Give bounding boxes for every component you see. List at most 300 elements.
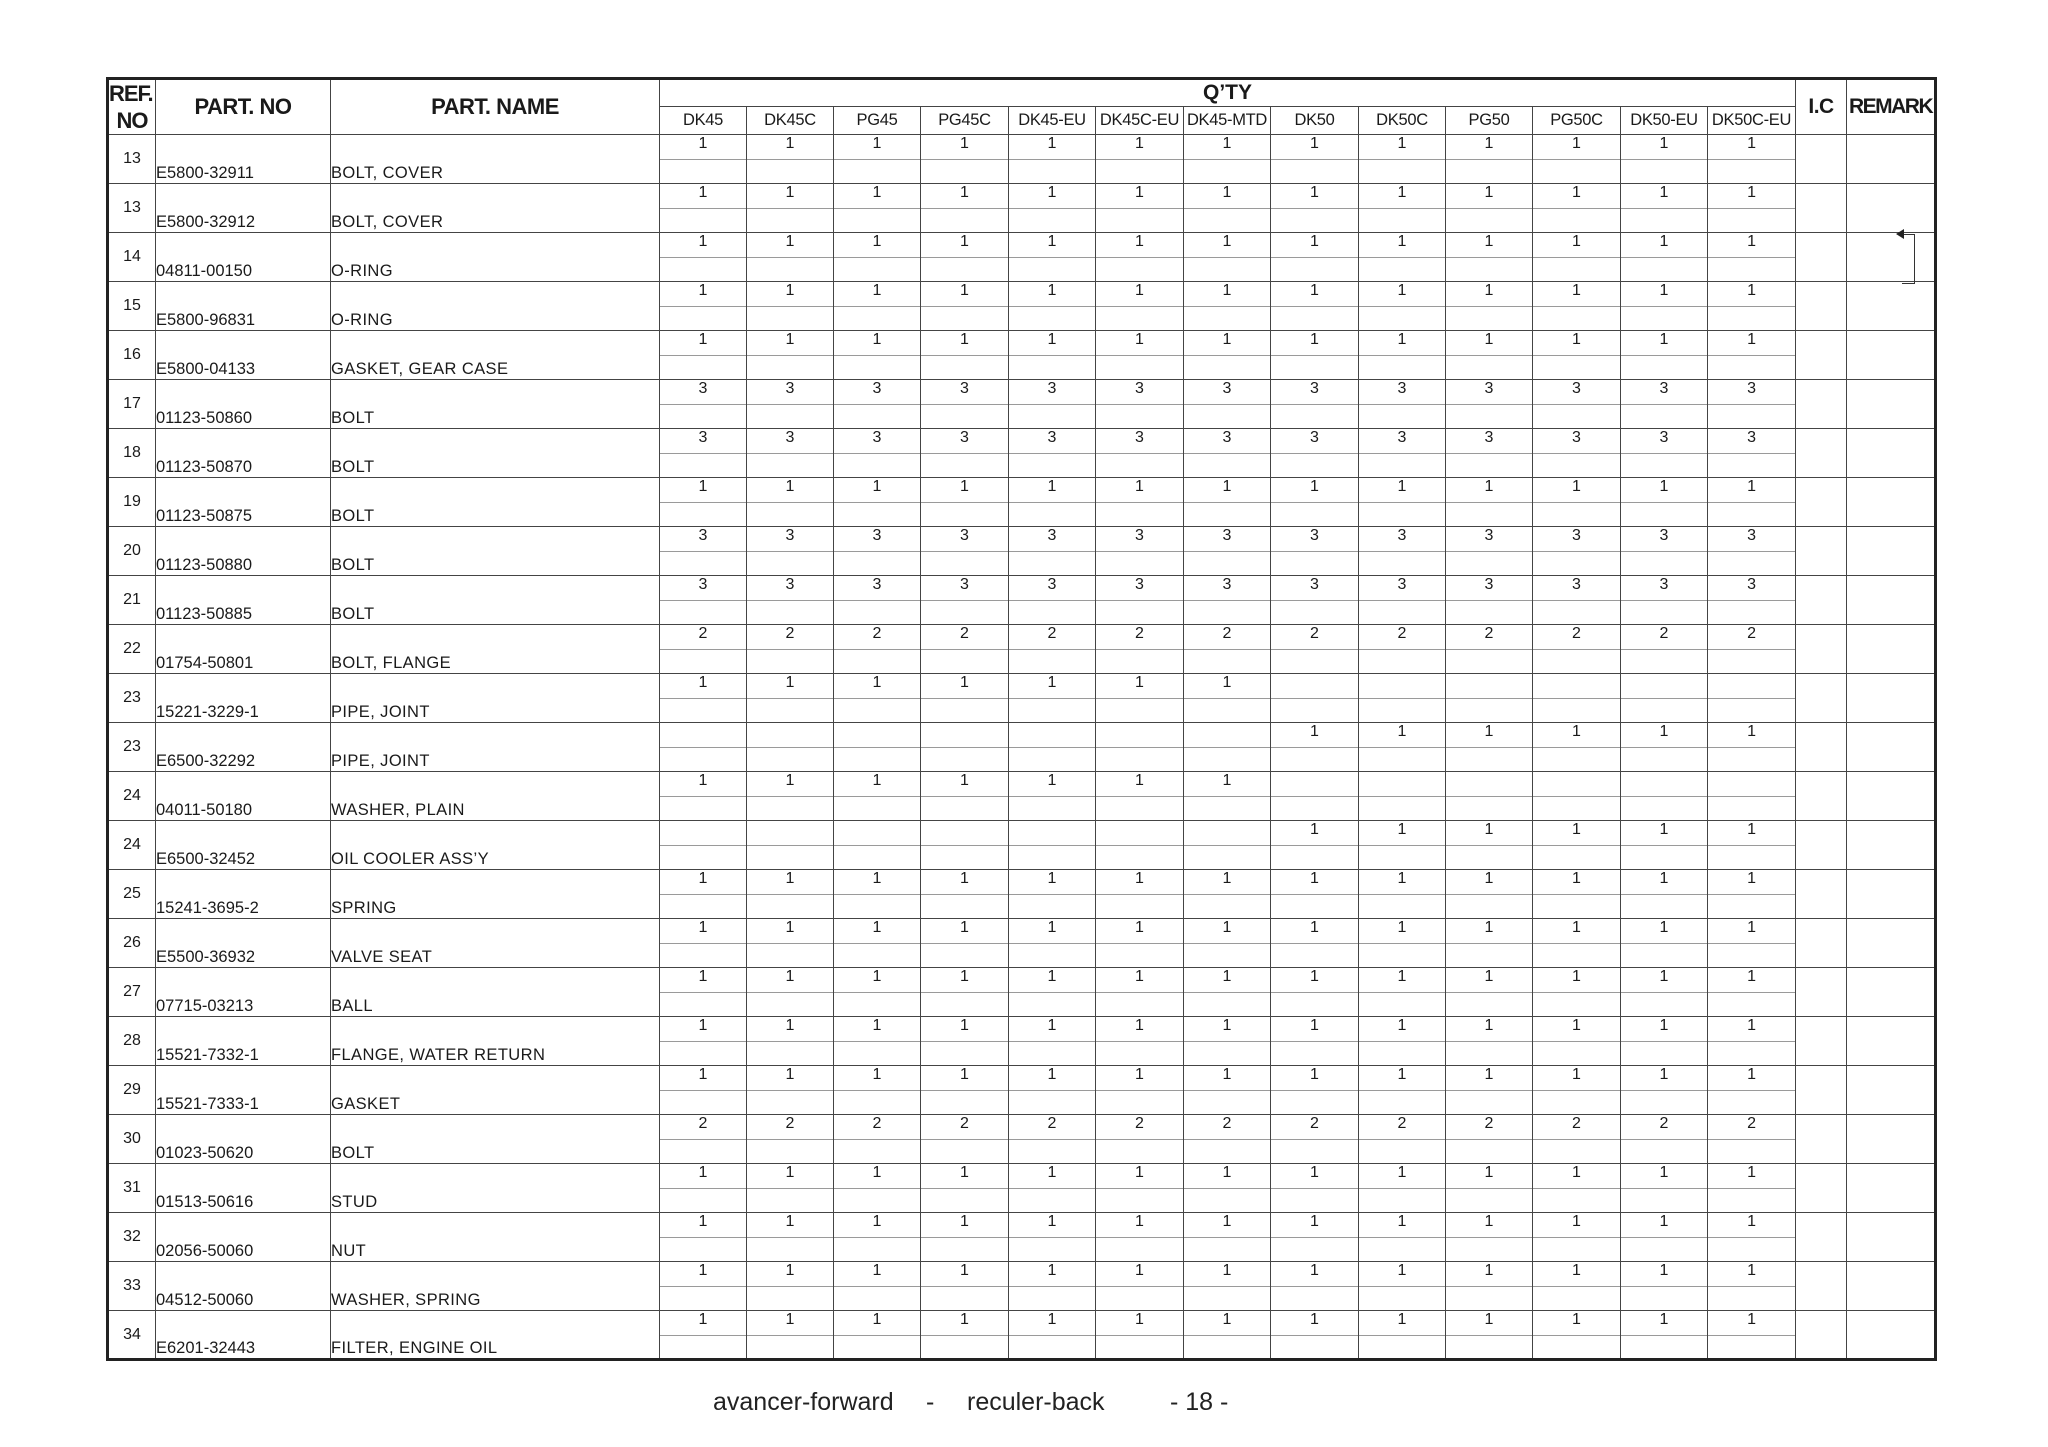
qty-cell: 1 xyxy=(1359,1066,1446,1115)
part-no-cell: E6500-32452 xyxy=(156,821,331,870)
qty-cell: 1 xyxy=(1621,821,1708,870)
qty-cell: 1 xyxy=(834,919,921,968)
qty-cell: 1 xyxy=(1621,1311,1708,1360)
qty-cell: 1 xyxy=(1359,1164,1446,1213)
remark-cell xyxy=(1847,1262,1936,1311)
qty-cell: 1 xyxy=(660,870,747,919)
model-header: DK45-EU xyxy=(1009,107,1096,135)
ic-cell xyxy=(1796,1262,1847,1311)
remark-cell xyxy=(1847,576,1936,625)
ic-cell xyxy=(1796,1066,1847,1115)
ic-cell xyxy=(1796,478,1847,527)
qty-cell xyxy=(1621,772,1708,821)
qty-cell: 1 xyxy=(1359,282,1446,331)
part-no-cell: 01123-50885 xyxy=(156,576,331,625)
remark-cell xyxy=(1847,772,1936,821)
ic-cell xyxy=(1796,380,1847,429)
qty-cell: 1 xyxy=(1096,184,1184,233)
qty-cell: 3 xyxy=(921,527,1009,576)
qty-cell: 2 xyxy=(834,1115,921,1164)
qty-cell: 1 xyxy=(660,772,747,821)
ic-cell xyxy=(1796,821,1847,870)
model-header: DK45C-EU xyxy=(1096,107,1184,135)
qty-cell: 1 xyxy=(1446,1066,1533,1115)
qty-cell: 1 xyxy=(1359,723,1446,772)
qty-cell: 2 xyxy=(1446,625,1533,674)
qty-cell: 1 xyxy=(1446,331,1533,380)
qty-cell: 1 xyxy=(1708,1213,1796,1262)
part-no-cell: 04512-50060 xyxy=(156,1262,331,1311)
ic-cell xyxy=(1796,527,1847,576)
qty-cell: 1 xyxy=(834,478,921,527)
qty-cell xyxy=(834,821,921,870)
qty-cell: 3 xyxy=(1271,527,1359,576)
qty-cell: 1 xyxy=(747,135,834,184)
qty-cell: 1 xyxy=(1533,282,1621,331)
qty-cell: 1 xyxy=(660,1017,747,1066)
qty-cell: 1 xyxy=(1009,870,1096,919)
qty-cell xyxy=(660,821,747,870)
qty-cell: 1 xyxy=(660,968,747,1017)
qty-cell: 3 xyxy=(1096,429,1184,478)
qty-cell xyxy=(1446,772,1533,821)
qty-cell: 2 xyxy=(1009,1115,1096,1164)
qty-cell xyxy=(747,723,834,772)
qty-cell: 1 xyxy=(1446,1262,1533,1311)
qty-cell: 1 xyxy=(660,1213,747,1262)
qty-cell: 3 xyxy=(1359,527,1446,576)
ref-cell: 18 xyxy=(108,429,156,478)
qty-cell: 1 xyxy=(1184,135,1271,184)
qty-cell: 1 xyxy=(1271,478,1359,527)
qty-cell: 2 xyxy=(834,625,921,674)
qty-cell: 1 xyxy=(660,1262,747,1311)
qty-cell xyxy=(921,821,1009,870)
qty-cell: 1 xyxy=(1446,821,1533,870)
qty-cell: 2 xyxy=(1184,1115,1271,1164)
qty-header: Q’TY xyxy=(660,79,1796,107)
ref-cell: 23 xyxy=(108,674,156,723)
qty-cell: 1 xyxy=(834,1066,921,1115)
qty-cell: 2 xyxy=(1009,625,1096,674)
qty-cell: 3 xyxy=(1184,527,1271,576)
qty-cell: 2 xyxy=(1096,1115,1184,1164)
qty-cell: 1 xyxy=(660,674,747,723)
table-row xyxy=(108,1115,1936,1164)
qty-cell: 1 xyxy=(1009,282,1096,331)
qty-cell: 1 xyxy=(921,772,1009,821)
ref-cell: 16 xyxy=(108,331,156,380)
ref-cell: 25 xyxy=(108,870,156,919)
ref-cell: 26 xyxy=(108,919,156,968)
qty-cell: 2 xyxy=(1359,625,1446,674)
qty-cell: 1 xyxy=(1184,331,1271,380)
part-no-cell: 01123-50870 xyxy=(156,429,331,478)
ic-cell xyxy=(1796,1213,1847,1262)
remark-cell xyxy=(1847,821,1936,870)
model-header: DK50C-EU xyxy=(1708,107,1796,135)
qty-cell: 1 xyxy=(1708,1262,1796,1311)
model-header: DK50 xyxy=(1271,107,1359,135)
table-row xyxy=(108,919,1936,968)
qty-cell: 3 xyxy=(1446,527,1533,576)
qty-cell: 1 xyxy=(1271,1017,1359,1066)
qty-cell: 3 xyxy=(1359,576,1446,625)
part-no-cell: 15221-3229-1 xyxy=(156,674,331,723)
qty-cell: 1 xyxy=(660,331,747,380)
ref-cell: 21 xyxy=(108,576,156,625)
qty-cell: 1 xyxy=(834,772,921,821)
ic-cell xyxy=(1796,576,1847,625)
qty-cell: 1 xyxy=(1271,1066,1359,1115)
qty-cell xyxy=(834,723,921,772)
qty-cell: 1 xyxy=(747,772,834,821)
qty-cell: 1 xyxy=(1271,1262,1359,1311)
qty-cell: 1 xyxy=(1621,723,1708,772)
qty-cell: 2 xyxy=(1359,1115,1446,1164)
qty-cell: 1 xyxy=(1184,1213,1271,1262)
qty-cell: 3 xyxy=(1446,576,1533,625)
qty-cell xyxy=(1708,674,1796,723)
qty-cell: 1 xyxy=(1621,870,1708,919)
ref-cell: 22 xyxy=(108,625,156,674)
qty-cell xyxy=(1621,674,1708,723)
part-no-cell: 01023-50620 xyxy=(156,1115,331,1164)
qty-cell: 1 xyxy=(660,184,747,233)
qty-cell xyxy=(1096,821,1184,870)
part-name-cell: NUT xyxy=(331,1213,660,1262)
table-row xyxy=(108,1017,1936,1066)
part-name-cell: WASHER, PLAIN xyxy=(331,772,660,821)
qty-cell: 1 xyxy=(1533,1066,1621,1115)
qty-cell: 1 xyxy=(1009,919,1096,968)
qty-cell: 1 xyxy=(1621,1262,1708,1311)
qty-cell: 3 xyxy=(921,576,1009,625)
ic-header: I.C xyxy=(1796,79,1847,135)
qty-cell: 1 xyxy=(834,1017,921,1066)
part-no-cell: 15521-7333-1 xyxy=(156,1066,331,1115)
qty-cell: 1 xyxy=(834,1213,921,1262)
qty-cell: 1 xyxy=(1271,1311,1359,1360)
qty-cell: 1 xyxy=(834,135,921,184)
qty-cell: 1 xyxy=(921,919,1009,968)
qty-cell: 2 xyxy=(660,625,747,674)
qty-cell: 1 xyxy=(1708,331,1796,380)
ic-cell xyxy=(1796,1164,1847,1213)
qty-cell: 2 xyxy=(921,1115,1009,1164)
qty-cell: 1 xyxy=(1708,1311,1796,1360)
qty-cell: 2 xyxy=(1446,1115,1533,1164)
qty-cell: 3 xyxy=(1271,380,1359,429)
qty-cell: 3 xyxy=(834,380,921,429)
ref-cell: 14 xyxy=(108,233,156,282)
qty-cell: 1 xyxy=(747,478,834,527)
table-row xyxy=(108,1066,1936,1115)
qty-cell: 1 xyxy=(834,282,921,331)
part-no-cell: E6500-32292 xyxy=(156,723,331,772)
part-no-cell: E5500-36932 xyxy=(156,919,331,968)
qty-cell: 1 xyxy=(1359,821,1446,870)
part-name-cell: BALL xyxy=(331,968,660,1017)
part-no-cell: 07715-03213 xyxy=(156,968,331,1017)
ref-cell: 24 xyxy=(108,821,156,870)
ref-cell: 29 xyxy=(108,1066,156,1115)
ic-cell xyxy=(1796,772,1847,821)
qty-cell: 1 xyxy=(1621,1066,1708,1115)
qty-cell: 1 xyxy=(1096,331,1184,380)
qty-cell: 1 xyxy=(1184,1017,1271,1066)
qty-cell: 1 xyxy=(921,1213,1009,1262)
ref-no-header xyxy=(108,79,156,135)
qty-cell: 1 xyxy=(921,1066,1009,1115)
remark-cell xyxy=(1847,1066,1936,1115)
qty-cell: 3 xyxy=(747,380,834,429)
part-no-cell: E5800-32911 xyxy=(156,135,331,184)
part-no-cell: E5800-32912 xyxy=(156,184,331,233)
qty-cell: 3 xyxy=(1621,527,1708,576)
ic-cell xyxy=(1796,1311,1847,1360)
table-row xyxy=(108,1213,1936,1262)
qty-cell: 3 xyxy=(1009,429,1096,478)
remark-cell xyxy=(1847,233,1936,282)
qty-cell: 1 xyxy=(1096,772,1184,821)
remark-cell xyxy=(1847,919,1936,968)
qty-cell: 3 xyxy=(1533,380,1621,429)
ic-cell xyxy=(1796,429,1847,478)
footer-forward: avancer-forward xyxy=(713,1388,894,1416)
qty-cell: 3 xyxy=(1708,576,1796,625)
remark-cell xyxy=(1847,1311,1936,1360)
qty-cell: 1 xyxy=(1359,1262,1446,1311)
qty-cell: 1 xyxy=(1096,919,1184,968)
part-name-cell: FILTER, ENGINE OIL xyxy=(331,1311,660,1360)
qty-cell: 1 xyxy=(834,1164,921,1213)
remark-cell xyxy=(1847,625,1936,674)
qty-cell: 1 xyxy=(1359,870,1446,919)
qty-cell: 1 xyxy=(1446,870,1533,919)
table-row xyxy=(108,968,1936,1017)
qty-cell: 1 xyxy=(1096,1164,1184,1213)
qty-cell: 1 xyxy=(1096,1213,1184,1262)
qty-cell: 1 xyxy=(1446,1164,1533,1213)
qty-cell: 1 xyxy=(1359,919,1446,968)
ic-cell xyxy=(1796,1115,1847,1164)
qty-cell xyxy=(1359,772,1446,821)
qty-cell: 1 xyxy=(1708,233,1796,282)
qty-cell: 1 xyxy=(1533,1262,1621,1311)
qty-cell: 1 xyxy=(834,674,921,723)
qty-cell: 1 xyxy=(747,919,834,968)
part-name-cell: OIL COOLER ASS’Y xyxy=(331,821,660,870)
qty-cell: 1 xyxy=(921,674,1009,723)
qty-cell: 1 xyxy=(1359,331,1446,380)
ref-cell: 30 xyxy=(108,1115,156,1164)
qty-cell: 1 xyxy=(1446,135,1533,184)
qty-cell: 1 xyxy=(747,1262,834,1311)
qty-cell: 1 xyxy=(1271,331,1359,380)
qty-cell xyxy=(1359,674,1446,723)
qty-cell xyxy=(921,723,1009,772)
qty-cell: 3 xyxy=(921,429,1009,478)
ref-cell: 34 xyxy=(108,1311,156,1360)
qty-cell: 1 xyxy=(660,135,747,184)
qty-cell: 1 xyxy=(1271,968,1359,1017)
qty-cell: 1 xyxy=(1009,1213,1096,1262)
qty-cell: 1 xyxy=(1096,135,1184,184)
remark-cell xyxy=(1847,1213,1936,1262)
qty-cell: 1 xyxy=(834,184,921,233)
qty-cell: 1 xyxy=(747,1066,834,1115)
part-no-cell: 02056-50060 xyxy=(156,1213,331,1262)
qty-cell: 3 xyxy=(1533,527,1621,576)
qty-cell: 1 xyxy=(921,968,1009,1017)
part-name-cell: PIPE, JOINT xyxy=(331,674,660,723)
qty-cell: 1 xyxy=(1009,1262,1096,1311)
qty-cell: 3 xyxy=(1708,380,1796,429)
qty-cell: 1 xyxy=(1708,282,1796,331)
qty-cell: 1 xyxy=(1271,184,1359,233)
table-row xyxy=(108,184,1936,233)
qty-cell xyxy=(1533,674,1621,723)
ic-cell xyxy=(1796,870,1847,919)
remark-cell xyxy=(1847,282,1936,331)
remark-cell xyxy=(1847,968,1936,1017)
qty-cell: 1 xyxy=(1009,1017,1096,1066)
table-row xyxy=(108,135,1936,184)
qty-cell: 1 xyxy=(1533,135,1621,184)
qty-cell: 1 xyxy=(834,968,921,1017)
qty-cell: 1 xyxy=(1533,968,1621,1017)
qty-cell: 1 xyxy=(1271,723,1359,772)
qty-cell: 1 xyxy=(660,1311,747,1360)
table-row xyxy=(108,772,1936,821)
qty-cell: 1 xyxy=(1184,233,1271,282)
qty-cell xyxy=(1271,772,1359,821)
qty-cell: 1 xyxy=(1096,870,1184,919)
qty-cell: 3 xyxy=(747,576,834,625)
qty-cell: 3 xyxy=(1708,527,1796,576)
qty-cell: 1 xyxy=(1359,968,1446,1017)
qty-cell: 3 xyxy=(1621,576,1708,625)
qty-cell: 1 xyxy=(1533,184,1621,233)
model-header: DK45-MTD xyxy=(1184,107,1271,135)
qty-cell: 1 xyxy=(1009,1066,1096,1115)
part-name-cell: PIPE, JOINT xyxy=(331,723,660,772)
qty-cell: 2 xyxy=(1708,1115,1796,1164)
qty-cell: 3 xyxy=(1708,429,1796,478)
qty-cell: 1 xyxy=(1621,478,1708,527)
qty-cell: 1 xyxy=(1446,478,1533,527)
qty-cell: 1 xyxy=(921,1017,1009,1066)
qty-cell: 1 xyxy=(921,135,1009,184)
qty-cell: 2 xyxy=(921,625,1009,674)
qty-cell: 1 xyxy=(1533,723,1621,772)
qty-cell: 1 xyxy=(1359,184,1446,233)
qty-cell xyxy=(1708,772,1796,821)
qty-cell: 1 xyxy=(660,478,747,527)
qty-cell: 1 xyxy=(1533,1311,1621,1360)
qty-cell xyxy=(1271,674,1359,723)
qty-cell: 1 xyxy=(660,233,747,282)
qty-cell: 1 xyxy=(1533,233,1621,282)
part-no-cell: 01123-50860 xyxy=(156,380,331,429)
parts-sheet xyxy=(106,77,1934,1357)
table-row xyxy=(108,429,1936,478)
qty-cell: 2 xyxy=(1533,625,1621,674)
model-header: DK45C xyxy=(747,107,834,135)
part-no-cell: 04011-50180 xyxy=(156,772,331,821)
qty-cell: 3 xyxy=(834,527,921,576)
qty-cell: 1 xyxy=(1359,478,1446,527)
qty-cell: 1 xyxy=(1359,135,1446,184)
ref-cell: 17 xyxy=(108,380,156,429)
part-name-cell: FLANGE, WATER RETURN xyxy=(331,1017,660,1066)
part-name-cell: BOLT xyxy=(331,478,660,527)
qty-cell: 1 xyxy=(747,1017,834,1066)
qty-cell: 1 xyxy=(747,184,834,233)
table-row xyxy=(108,331,1936,380)
qty-cell: 1 xyxy=(834,870,921,919)
part-no-cell: 01123-50875 xyxy=(156,478,331,527)
qty-cell: 3 xyxy=(921,380,1009,429)
qty-cell: 1 xyxy=(747,331,834,380)
remark-cell xyxy=(1847,527,1936,576)
qty-cell: 3 xyxy=(660,429,747,478)
ref-cell: 15 xyxy=(108,282,156,331)
qty-cell: 3 xyxy=(1096,380,1184,429)
qty-cell: 1 xyxy=(1009,1311,1096,1360)
remark-cell xyxy=(1847,478,1936,527)
qty-cell: 1 xyxy=(921,331,1009,380)
qty-cell: 1 xyxy=(1708,1164,1796,1213)
table-row xyxy=(108,1262,1936,1311)
qty-cell: 1 xyxy=(1708,1017,1796,1066)
qty-cell: 2 xyxy=(660,1115,747,1164)
part-name-cell: BOLT, COVER xyxy=(331,184,660,233)
qty-cell: 3 xyxy=(1184,576,1271,625)
qty-cell: 3 xyxy=(1533,576,1621,625)
qty-cell: 1 xyxy=(834,1262,921,1311)
qty-cell: 3 xyxy=(1009,380,1096,429)
parts-table xyxy=(106,77,1937,1361)
qty-cell: 1 xyxy=(1708,478,1796,527)
part-name-cell: GASKET, GEAR CASE xyxy=(331,331,660,380)
qty-cell: 1 xyxy=(1446,1017,1533,1066)
remark-cell xyxy=(1847,1164,1936,1213)
qty-cell: 1 xyxy=(1621,233,1708,282)
model-header: DK50C xyxy=(1359,107,1446,135)
qty-cell: 2 xyxy=(1621,1115,1708,1164)
part-name-cell: BOLT xyxy=(331,1115,660,1164)
part-name-cell: STUD xyxy=(331,1164,660,1213)
qty-cell: 3 xyxy=(1096,576,1184,625)
qty-cell: 1 xyxy=(1096,1262,1184,1311)
qty-cell: 1 xyxy=(747,233,834,282)
qty-cell: 1 xyxy=(1096,282,1184,331)
qty-cell: 1 xyxy=(1271,1213,1359,1262)
qty-cell: 1 xyxy=(834,331,921,380)
ref-cell: 33 xyxy=(108,1262,156,1311)
qty-cell: 1 xyxy=(834,1311,921,1360)
qty-cell: 3 xyxy=(660,380,747,429)
ic-cell xyxy=(1796,1017,1847,1066)
remark-cell xyxy=(1847,870,1936,919)
qty-cell: 1 xyxy=(1621,1164,1708,1213)
qty-cell: 1 xyxy=(1446,282,1533,331)
qty-cell: 1 xyxy=(1271,870,1359,919)
ic-cell xyxy=(1796,919,1847,968)
part-name-cell: BOLT xyxy=(331,429,660,478)
